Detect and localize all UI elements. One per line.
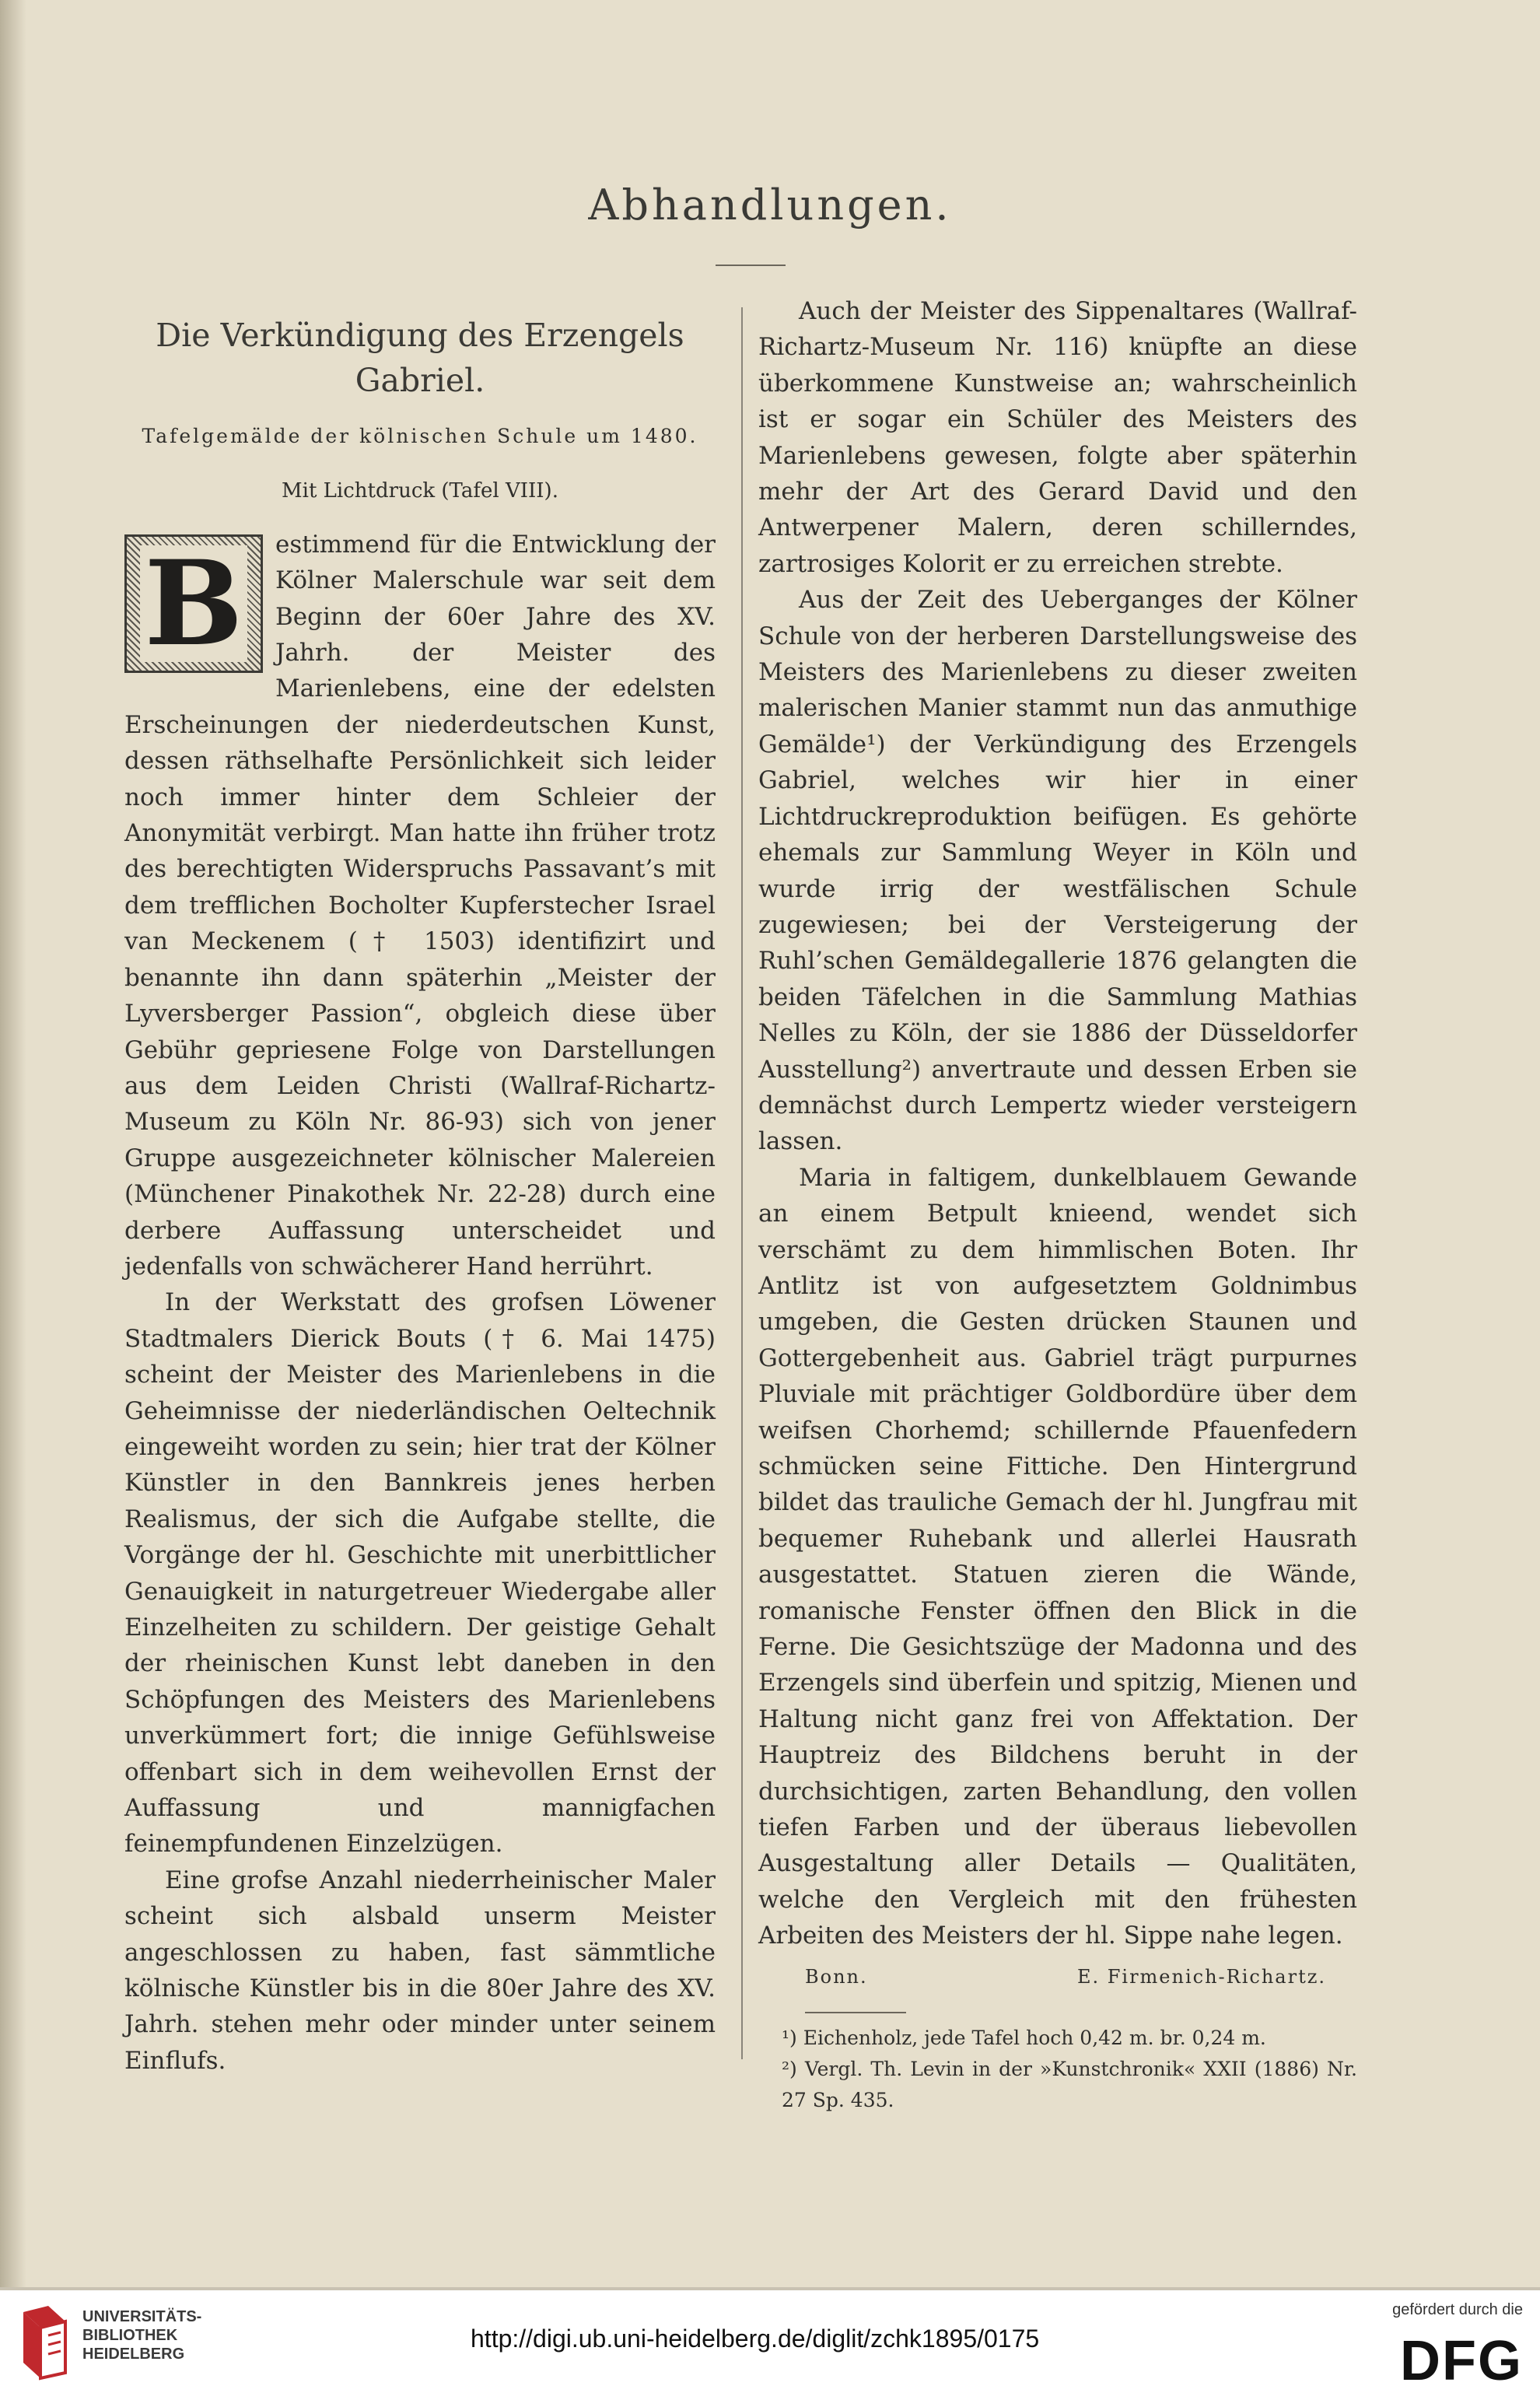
right-paragraph-2: Aus der Zeit des Ueberganges der Kölner Schule von der herberen Darstellungsweise des Meisters des Marienlebens zu dieser zweiten malerischen Manier stammt nun das anmuthige Gemälde¹) der Verkündigung des Erzengels Gabriel, welches wir hier in einer Lichtdruckreproduktion beifügen. Es gehörte ehemals zur Sammlung Weyer in Köln und wurde irrig der westfälischen Schule zugewiesen; bei der Versteigerung der Ruhl’schen Gemäldegallerie 1876 gelangten die beiden Täfelchen in die Sammlung Mathias Nelles zu Köln, der sie 1886 der Düsseldorfer Ausstellung²) anvertraute und dessen Erben sie demnächst durch Lempertz wieder versteigern lassen.: [758, 586, 1357, 1156]
footnote-2: ²) Vergl. Th. Levin in der »Kunstchronik« XXII (1886) Nr. 27 Sp. 435.: [782, 2058, 1357, 2112]
article-title-line1: Die Verkündigung des Erzengels: [156, 317, 684, 354]
footnote-rule: [805, 2012, 906, 2013]
library-name-line1: UNIVERSITÄTS-: [82, 2308, 202, 2325]
library-name-line2: BIBLIOTHEK: [82, 2327, 178, 2344]
permalink-url[interactable]: http://digi.ub.uni-heidelberg.de/diglit/zchk1895/0175: [471, 2325, 1040, 2353]
signature-place: Bonn.: [805, 1965, 868, 1988]
right-paragraph-3: Maria in faltigem, dunkelblauem Gewande an einem Betpult knieend, wendet sich verschämt zu dem himmlischen Boten. Ihr Antlitz ist von aufgesetztem Goldnimbus umgeben, die Gesten drücken Staunen und Gottergebenheit aus. Gabriel trägt purpurnes Pluviale mit prächtiger Goldbordüre über dem weifsen Chorhemd; schillernde Pfauenfedern schmücken seine Fittiche. Den Hintergrund bildet das trauliche Gemach der hl. Jungfrau mit bequemer Ruhebank und allerlei Hausrath ausgestattet. Statuen zieren die Wände, romanische Fenster öffnen den Blick in die Ferne. Die Gesichtszüge der Madonna und des Erzengels sind überfein und spitzig, Mienen und Haltung nicht ganz frei von Affektation. Der Hauptreiz des Bildchens beruht in der durchsichtigen, zarten Behandlung, den vollen tiefen Farben und der überaus liebevollen Ausgestaltung aller Details — Qualitäten, welche den Vergleich mit den frühesten Arbeiten des Meisters der hl. Sippe nahe legen.: [758, 1163, 1357, 1950]
right-column: [758, 293, 1357, 2116]
left-paragraph-1: [124, 527, 716, 1285]
library-name[interactable]: [82, 2307, 201, 2363]
right-paragraph-1: Auch der Meister des Sippenaltares (Wallraf-Richartz-Museum Nr. 116) knüpfte an diese überkommene Kunstweise an; wahrscheinlich ist er sogar ein Schüler des Meisters des Marienlebens gewesen, folgte aber späterhin mehr der Art des Gerard David und den Antwerpener Malern, deren schillerndes, zartrosiges Kolorit er zu erreichen strebte.: [758, 297, 1357, 578]
left-paragraph-3: Eine grofse Anzahl niederrheinischer Maler scheint sich alsbald unserm Meister angeschlossen zu haben, fast sämmtliche kölnische Künstler bis in die 80er Jahre des XV. Jahrh. stehen mehr oder minder unter seinem Einflufs.: [124, 1866, 716, 2075]
article-subtitle: Tafelgemälde der kölnischen Schule um 1480.: [142, 425, 698, 447]
article-title: [124, 313, 716, 403]
viewer-footer: [0, 2287, 1540, 2400]
left-paragraph-1-text: estimmend für die Entwicklung der Kölner Malerschule war seit dem Beginn der 60er Jahre des XV. Jahrh. der Meister des Marienlebens, eine der edelsten Erscheinungen der niederdeutschen Kunst, dessen räthselhafte Persönlichkeit sich leider noch immer hinter dem Schleier der Anonymität verbirgt. Man hatte ihn früher trotz des berechtigten Widerspruchs Passavant’s mit dem trefflichen Bocholter Kupferstecher Israel van Meckenem († 1503) identifizirt und benannte ihn dann späterhin „Meister der Lyversberger Passion“, obgleich diese über Gebühr gepriesene Folge von Darstellungen aus dem Leiden Christi (Wallraf-Richartz-Museum zu Köln Nr. 86-93) sich von jener Gruppe ausgezeichneter kölnischer Malereien (Münchener Pinakothek Nr. 22-28) durch eine derbere Auffassung unterscheidet und jedenfalls von schwächerer Hand herrührt.: [124, 530, 716, 1281]
footnote-1: ¹) Eichenholz, jede Tafel hoch 0,42 m. br. 0,24 m.: [782, 2027, 1266, 2050]
header-rule: [716, 265, 786, 266]
library-name-line3: HEIDELBERG: [82, 2346, 185, 2363]
drop-cap-letter: B: [140, 545, 248, 662]
left-column: [124, 313, 716, 2079]
page-edge-shadow: [0, 0, 26, 2287]
plate-note: Mit Lichtdruck (Tafel VIII).: [282, 479, 558, 503]
column-divider: [741, 307, 743, 2059]
signature-author: E. Firmenich-Richartz.: [1076, 1965, 1326, 1988]
decorated-initial-icon: [124, 534, 263, 673]
article-title-line2: Gabriel.: [355, 362, 485, 399]
section-title: Abhandlungen.: [588, 180, 952, 229]
library-logo-icon[interactable]: [17, 2304, 72, 2382]
sponsor-caption: gefördert durch die: [1392, 2301, 1523, 2318]
footer-divider: [0, 2287, 1540, 2290]
dfg-logo[interactable]: DFG: [1400, 2330, 1523, 2392]
signature: [805, 1959, 1326, 1995]
left-paragraph-2: In der Werkstatt des grofsen Löwener Stadtmalers Dierick Bouts († 6. Mai 1475) scheint der Meister des Marienlebens in die Geheimnisse der niederländischen Oeltechnik eingeweiht worden zu sein; hier trat der Kölner Künstler in den Bannkreis jenes herben Realismus, der sich die Aufgabe stellte, die Vorgänge der hl. Geschichte mit unerbittlicher Genauigkeit in naturgetreuer Wiedergabe aller Einzelheiten zu schildern. Der geistige Gehalt der rheinischen Kunst lebt daneben in den Schöpfungen des Meisters des Marienlebens unverkümmert fort; die innige Gefühlsweise offenbart sich in dem weihevollen Ernst der Auffassung und mannigfachen feinempfundenen Einzelzügen.: [124, 1288, 716, 1859]
